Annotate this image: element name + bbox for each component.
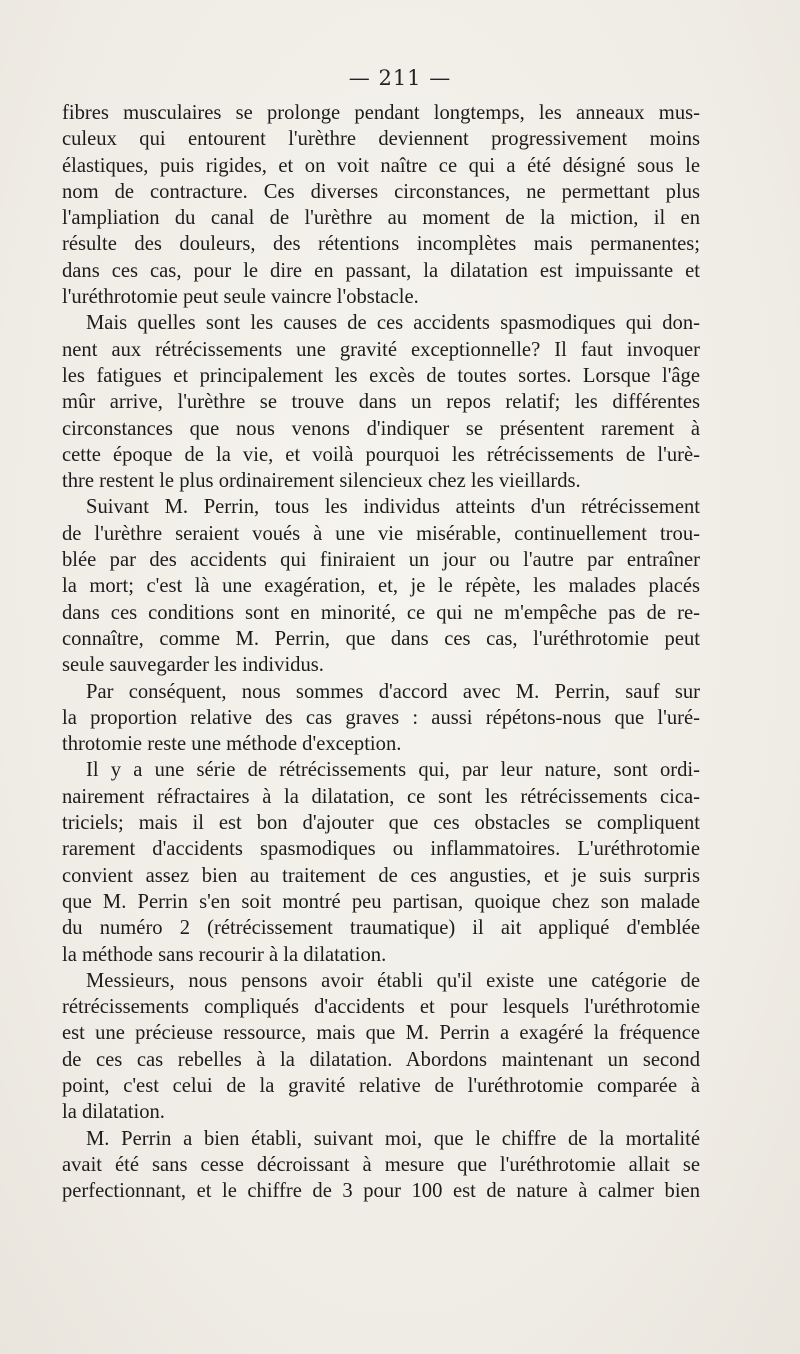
text-line: les fatigues et principalement les excès de toutes sortes. Lorsque l'âge	[62, 364, 700, 387]
body-text	[62, 100, 700, 1204]
text-line: de ces cas rebelles à la dilatation. Abordons maintenant un second	[62, 1048, 700, 1071]
page-number: — 211 —	[348, 66, 452, 90]
text-line: triciels; mais il est bon d'ajouter que ces obstacles se compliquent	[62, 812, 700, 835]
text-line: que M. Perrin s'en soit montré peu partisan, quoique chez son malade	[62, 890, 700, 913]
text-line: dans ces cas, pour le dire en passant, la dilatation est impuissante et	[62, 259, 700, 282]
text-line: nairement réfractaires à la dilatation, ce sont les rétrécissements cica-	[62, 785, 700, 808]
text-line: nom de contracture. Ces diverses circonstances, ne permettant plus	[62, 180, 700, 203]
text-line: circonstances que nous venons d'indiquer se présentent rarement à	[62, 417, 700, 440]
text-line: mûr arrive, l'urèthre se trouve dans un repos relatif; les différentes	[62, 391, 700, 414]
text-line: Mais quelles sont les causes de ces accidents spasmodiques qui don-	[86, 312, 700, 335]
text-line: rétrécissements compliqués d'accidents et pour lesquels l'uréthrotomie	[62, 996, 700, 1019]
text-line: perfectionnant, et le chiffre de 3 pour 100 est de nature à calmer bien	[62, 1180, 700, 1203]
text-line: élastiques, puis rigides, et on voit naître ce qui a été désigné sous le	[62, 154, 700, 177]
text-line: résulte des douleurs, des rétentions incomplètes mais permanentes;	[62, 233, 700, 256]
text-line: la mort; c'est là une exagération, et, je le répète, les malades placés	[62, 575, 700, 598]
text-line: la proportion relative des cas graves : aussi répétons-nous que l'uré-	[62, 706, 700, 729]
text-line: throtomie reste une méthode d'exception.	[62, 733, 402, 756]
text-line: Suivant M. Perrin, tous les individus atteints d'un rétrécissement	[86, 496, 700, 519]
text-line: de l'urèthre seraient voués à une vie misérable, continuellement trou-	[62, 522, 700, 545]
text-line: l'ampliation du canal de l'urèthre au moment de la miction, il en	[62, 207, 700, 230]
text-line: connaître, comme M. Perrin, que dans ces cas, l'uréthrotomie peut	[62, 627, 700, 650]
text-line: culeux qui entourent l'urèthre deviennent progressivement moins	[62, 128, 700, 151]
text-line: la dilatation.	[62, 1101, 165, 1124]
text-line: l'uréthrotomie peut seule vaincre l'obstacle.	[62, 286, 419, 309]
text-line: cette époque de la vie, et voilà pourquoi les rétrécissements de l'urè-	[62, 443, 700, 466]
text-line: fibres musculaires se prolonge pendant longtemps, les anneaux mus-	[62, 102, 700, 124]
text-line: est une précieuse ressource, mais que M. Perrin a exagéré la fréquence	[62, 1022, 700, 1045]
text-line: blée par des accidents qui finiraient un jour ou l'autre par entraîner	[62, 549, 700, 572]
text-line: la méthode sans recourir à la dilatation.	[62, 943, 387, 966]
text-line: M. Perrin a bien établi, suivant moi, que le chiffre de la mortalité	[86, 1127, 700, 1150]
text-line: Messieurs, nous pensons avoir établi qu'il existe une catégorie de	[86, 969, 700, 992]
text-line: avait été sans cesse décroissant à mesure que l'uréthrotomie allait se	[62, 1153, 700, 1176]
text-line: thre restent le plus ordinairement silencieux chez les vieillards.	[62, 470, 581, 493]
text-line: convient assez bien au traitement de ces angusties, et je suis surpris	[62, 864, 700, 887]
text-line: seule sauvegarder les individus.	[62, 654, 324, 677]
text-line: Il y a une série de rétrécissements qui, par leur nature, sont ordi-	[86, 759, 700, 782]
text-line: dans ces conditions sont en minorité, ce qui ne m'empêche pas de re-	[62, 601, 700, 624]
text-line: rarement d'accidents spasmodiques ou inflammatoires. L'uréthrotomie	[62, 838, 700, 861]
text-line: du numéro 2 (rétrécissement traumatique) il ait appliqué d'emblée	[62, 917, 700, 940]
text-line: Par conséquent, nous sommes d'accord avec M. Perrin, sauf sur	[86, 680, 700, 703]
text-line: nent aux rétrécissements une gravité exceptionnelle? Il faut invoquer	[62, 338, 700, 361]
text-line: point, c'est celui de la gravité relative de l'uréthrotomie comparée à	[62, 1074, 700, 1097]
